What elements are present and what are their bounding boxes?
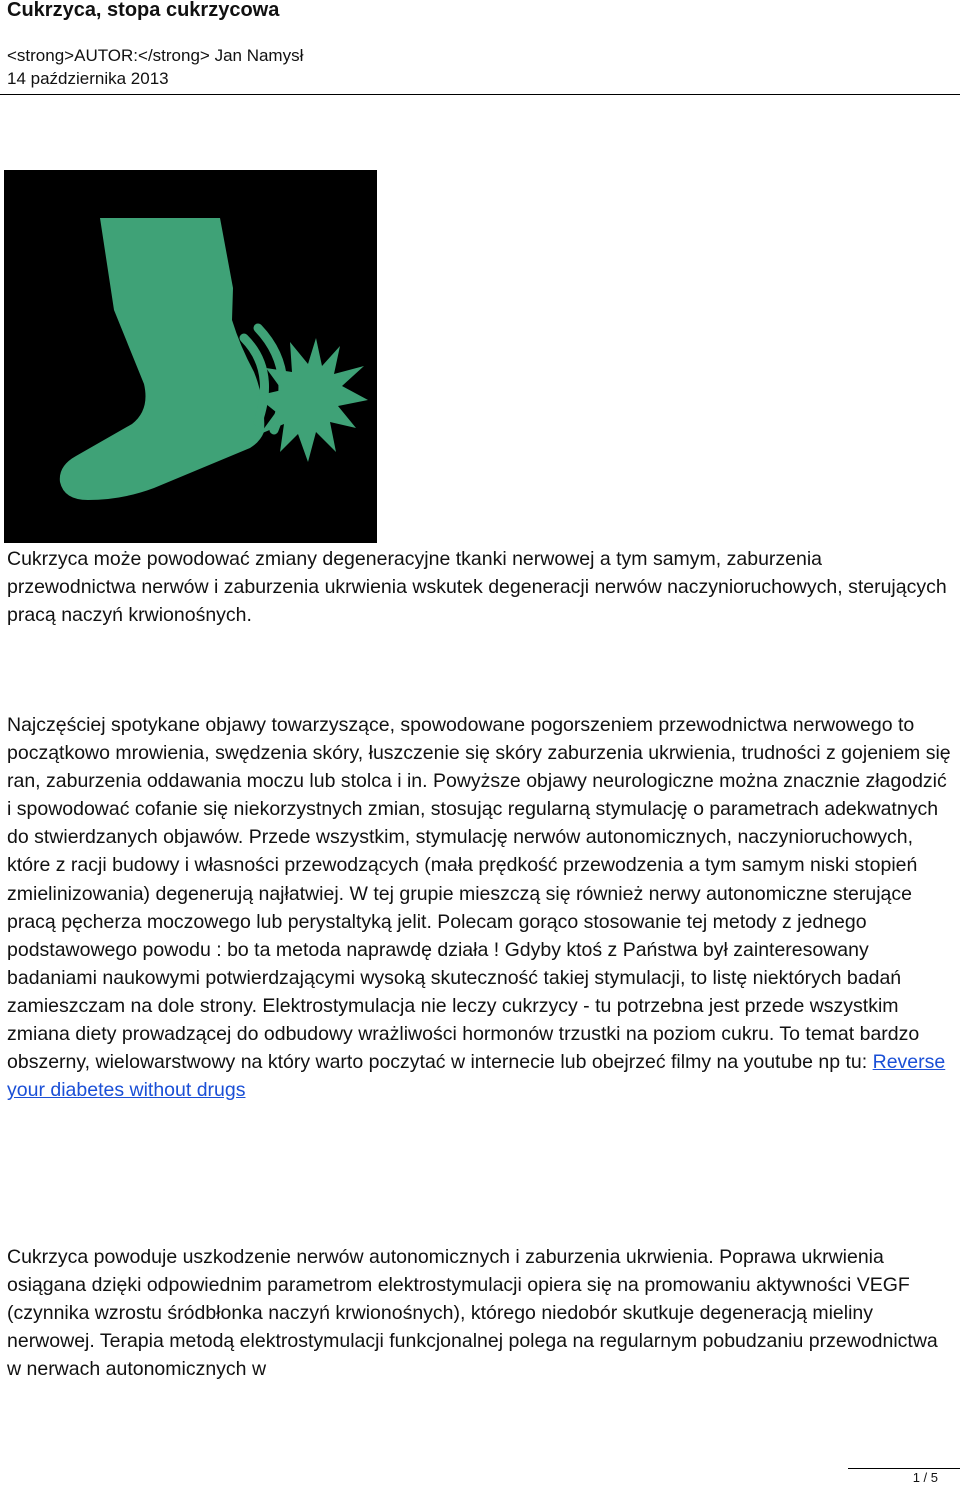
- treatment-paragraph: Cukrzyca powoduje uszkodzenie nerwów autonomicznych i zaburzenia ukrwienia. Poprawa ukrwienia osiągana dzięki odpowiednim parametrom elektrostymulacji opiera się na promowaniu aktywności VEGF (czynnika wzrostu śródbłonka naczyń krwionośnych), którego niedobór skutkuje degeneracją mieliny nerwowej. Terapia metodą elektrostymulacji funkcjonalnej polega na regularnym pobudzaniu przewodnictwa w nerwach autonomicznych w: [7, 1246, 938, 1381]
- diabetic-foot-pain-icon: [4, 170, 377, 543]
- author-line: <strong>AUTOR:</strong> Jan Namysł: [7, 46, 304, 65]
- symptoms-paragraph: [7, 711, 953, 1104]
- symptoms-text: Najczęściej spotykane objawy towarzyszące, spowodowane pogorszeniem przewodnictwa nerwowego to początkowo mrowienia, swędzenia skóry, łuszczenie się skóry zaburzenia ukrwienia, trudności z gojeniem się ran, zaburzenia oddawania moczu lub stolca i in. Powyższe objawy neurologiczne można znacznie złagodzić i spowodować cofanie się niekorzystnych zmian, stosując regularną stymulację o parametrach adekwatnych do stwierdzanych objawów. Przede wszystkim, stymulację nerwów autonomicznych, naczynioruchowych, które z racji budowy i własności przewodzących (mała prędkość przewodzenia a tym samym niski stopień zmielinizowania) degenerują najłatwiej. W tej grupie mieszczą się również nerwy autonomiczne sterujące pracą pęcherza moczowego lub perystaltyką jelit. Polecam gorąco stosowanie tej metody z jednego podstawowego powodu : bo ta metoda naprawdę działa ! Gdyby ktoś z Państwa był zainteresowany badaniami naukowymi potwierdzającymi wysoką skuteczność takiej stymulacji, to listę niektórych badań zamieszczam na dole strony. Elektrostymulacja nie leczy cukrzycy - tu potrzebna jest przede wszystkim zmiana diety prowadzącej do odbudowy wrażliwości hormonów trzustki na poziom cukru. To temat bardzo obszerny, wielowarstwowy na który warto poczytać w internecie lub obejrzeć filmy na youtube np tu:: [7, 714, 951, 1074]
- header-divider: [0, 94, 960, 95]
- publish-date: 14 października 2013: [7, 69, 169, 88]
- youtube-link[interactable]: Reverse your diabetes without drugs: [7, 1051, 946, 1102]
- page-title: Cukrzyca, stopa cukrzycowa: [7, 0, 280, 21]
- page-number: 1 / 5: [912, 1470, 938, 1485]
- intro-paragraph: Cukrzyca może powodować zmiany degeneracyjne tkanki nerwowej a tym samym, zaburzenia przewodnictwa nerwów i zaburzenia ukrwienia wskutek degeneracji nerwów naczynioruchowych, sterujących pracą naczyń krwionośnych.: [7, 548, 947, 627]
- diabetic-foot-figure: [4, 170, 377, 543]
- footer-divider: [848, 1468, 960, 1469]
